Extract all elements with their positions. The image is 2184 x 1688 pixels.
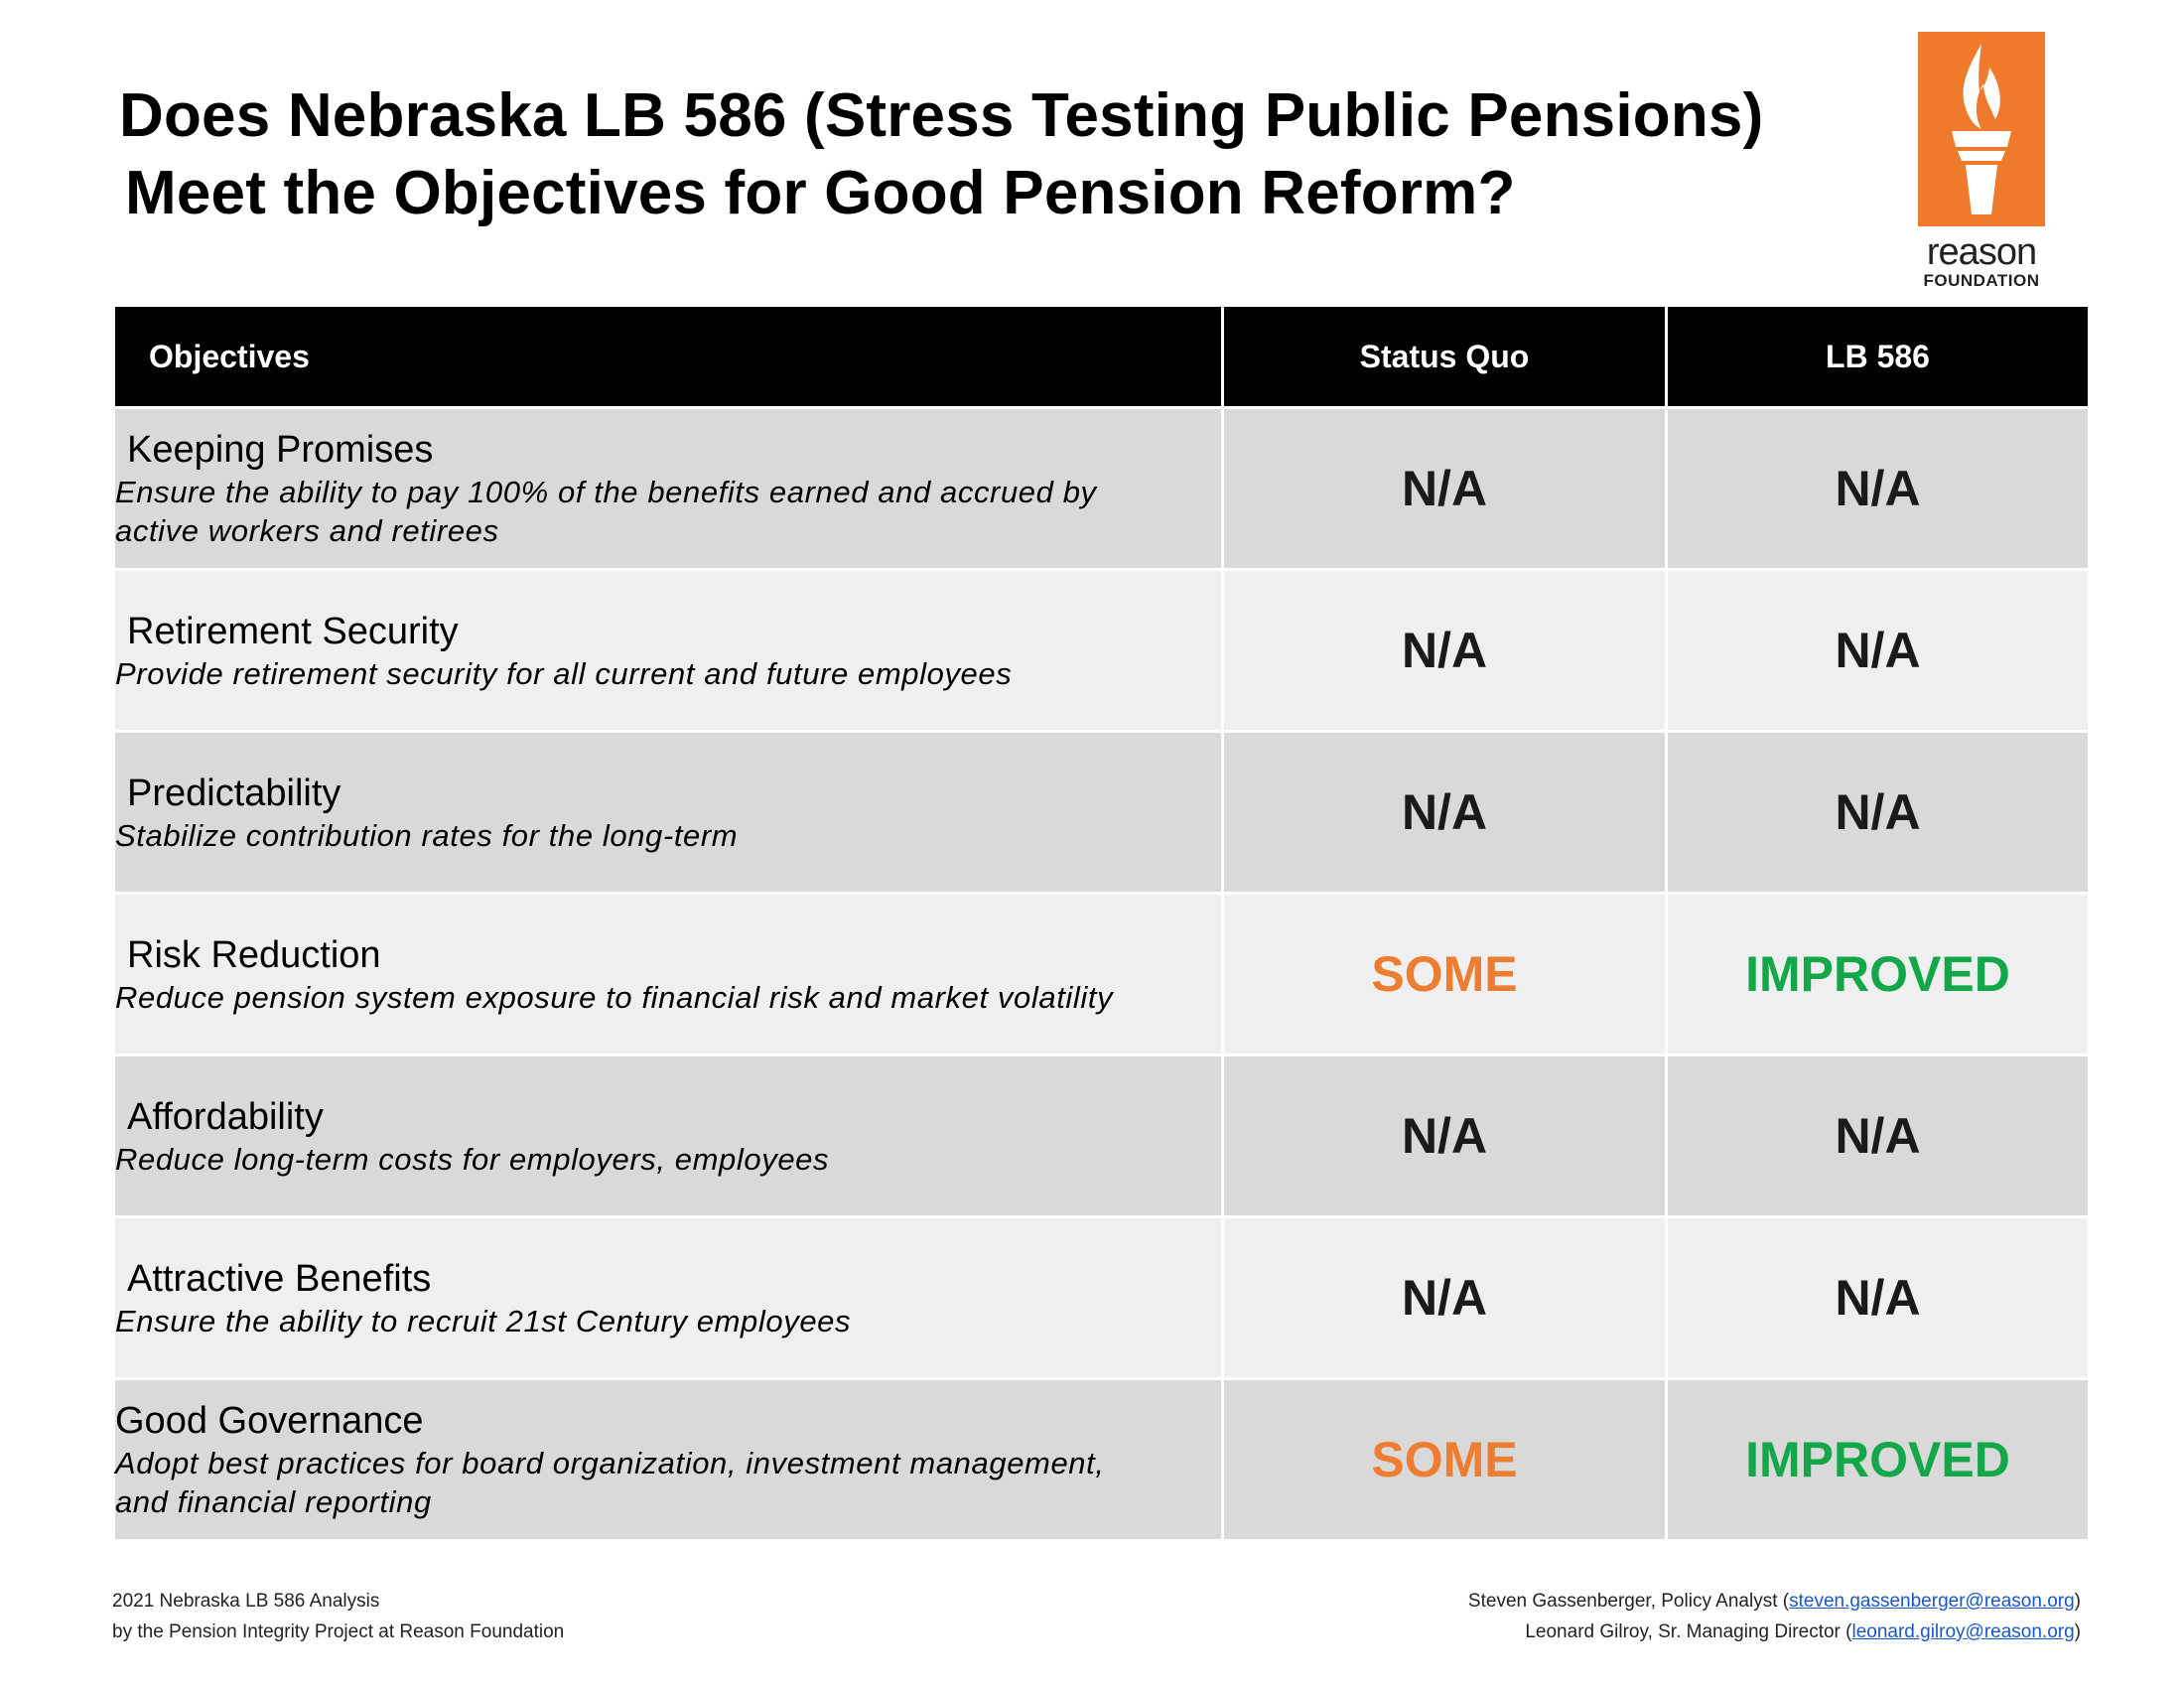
lb586-value: N/A [1667, 408, 2090, 570]
objective-description: and financial reporting [115, 1484, 432, 1519]
lb586-value: IMPROVED [1667, 894, 2090, 1055]
lb586-value: N/A [1667, 570, 2090, 732]
table-row [114, 408, 2090, 570]
table-row [114, 1055, 2090, 1217]
objective-description: active workers and retirees [115, 513, 499, 548]
objective-cell [114, 894, 1223, 1055]
table-row [114, 1217, 2090, 1379]
logo-wordmark: reason [1926, 231, 2037, 273]
objective-description: Ensure the ability to recruit 21st Century employees [115, 1303, 852, 1338]
contact-name-1: Steven Gassenberger, Policy Analyst ( [1467, 1591, 1790, 1612]
lb586-value: N/A [1667, 1217, 2090, 1379]
footer-source [112, 1586, 564, 1647]
objective-title: Retirement Security [127, 610, 459, 652]
contact-line-1 [1468, 1586, 2081, 1617]
contact-paren-1: ) [2074, 1591, 2081, 1612]
column-header-lb586: LB 586 [1667, 306, 2090, 408]
lb586-value: N/A [1667, 732, 2090, 894]
objective-cell [114, 1217, 1223, 1379]
lb586-value: IMPROVED [1667, 1379, 2090, 1541]
objective-cell [114, 1379, 1223, 1541]
footer-left-line-1: 2021 Nebraska LB 586 Analysis [112, 1591, 380, 1612]
objective-title: Attractive Benefits [127, 1257, 432, 1300]
footer-left-line-2: by the Pension Integrity Project at Reason Foundation [112, 1621, 565, 1642]
objective-description: Reduce pension system exposure to financial risk and market volatility [115, 979, 1114, 1015]
footer-contacts [1468, 1586, 2081, 1647]
objective-title: Risk Reduction [127, 933, 381, 976]
table-row [114, 570, 2090, 732]
page-title [119, 77, 1866, 232]
table-row [114, 894, 2090, 1055]
logo-subtitle: FOUNDATION [1923, 271, 2040, 290]
objective-cell [114, 1055, 1223, 1217]
objective-description: Reduce long-term costs for employers, employees [115, 1141, 830, 1177]
table-header-row [114, 306, 2090, 408]
objective-description: Stabilize contribution rates for the long-term [115, 817, 739, 853]
objective-cell [114, 408, 1223, 570]
objective-description: Ensure the ability to pay 100% of the benefits earned and accrued by [115, 475, 1097, 509]
contact-line-2 [1468, 1617, 2081, 1647]
column-header-status-quo: Status Quo [1223, 306, 1667, 408]
status-quo-value: N/A [1223, 1217, 1667, 1379]
objective-description: Provide retirement security for all current and future employees [115, 655, 1013, 691]
status-quo-value: N/A [1223, 732, 1667, 894]
contact-name-2: Leonard Gilroy, Sr. Managing Director ( [1525, 1621, 1852, 1642]
table-row [114, 732, 2090, 894]
table-row [114, 1379, 2090, 1541]
objective-title: Good Governance [115, 1400, 424, 1442]
status-quo-value: SOME [1223, 894, 1667, 1055]
title-line-2: Meet the Objectives for Good Pension Reform? [125, 159, 1516, 227]
objectives-table [112, 304, 2091, 1542]
objective-description: Adopt best practices for board organization, investment management, [115, 1446, 1105, 1480]
status-quo-value: N/A [1223, 570, 1667, 732]
status-quo-value: SOME [1223, 1379, 1667, 1541]
objective-cell [114, 732, 1223, 894]
objective-title: Affordability [127, 1095, 324, 1138]
torch-icon [1918, 32, 2045, 226]
email-link-steven[interactable]: steven.gassenberger@reason.org [1789, 1591, 2075, 1612]
objective-title: Keeping Promises [127, 429, 434, 471]
status-quo-value: N/A [1223, 1055, 1667, 1217]
title-line-1: Does Nebraska LB 586 (Stress Testing Public Pensions) [119, 81, 1764, 150]
objective-title: Predictability [127, 772, 341, 814]
email-link-leonard[interactable]: leonard.gilroy@reason.org [1851, 1621, 2075, 1642]
objective-cell [114, 570, 1223, 732]
column-header-objectives: Objectives [114, 306, 1223, 408]
contact-paren-2: ) [2074, 1621, 2081, 1642]
status-quo-value: N/A [1223, 408, 1667, 570]
reason-foundation-logo [1918, 32, 2049, 292]
lb586-value: N/A [1667, 1055, 2090, 1217]
